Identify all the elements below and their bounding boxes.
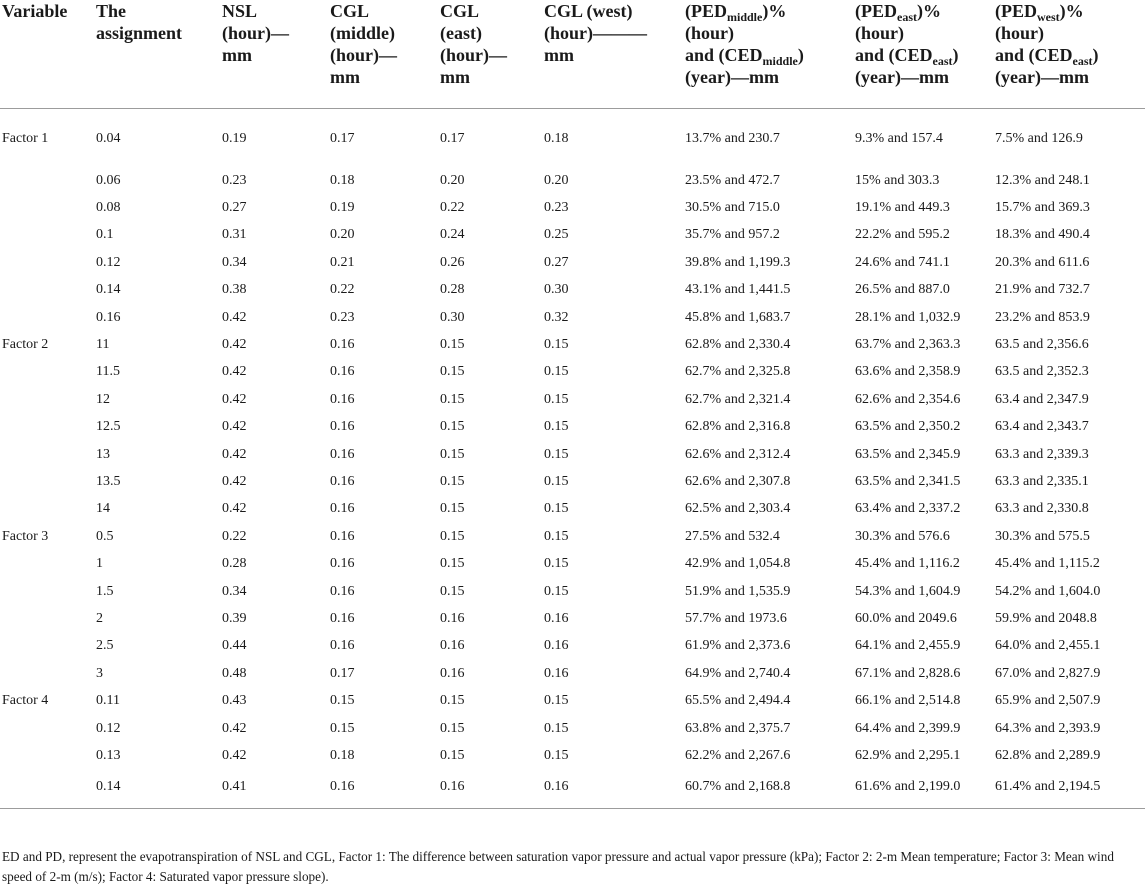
table-cell: 62.2% and 2,267.6 <box>685 747 791 763</box>
table-cell <box>0 715 96 742</box>
table-cell: 62.6% and 2,312.4 <box>685 446 791 462</box>
table-cell: 0.15 <box>544 693 569 709</box>
table-cell: 0.15 <box>330 720 355 736</box>
table-cell: 0.42 <box>222 309 247 325</box>
table-cell: 63.4% and 2,337.2 <box>855 501 961 517</box>
table-cell: 13.7% and 230.7 <box>685 131 780 146</box>
table-cell: 0.16 <box>330 337 355 353</box>
table-cell: 20.3% and 611.6 <box>995 254 1090 270</box>
table-cell: 0.27 <box>544 254 569 270</box>
table-cell: 24.6% and 741.1 <box>855 254 950 270</box>
header-text-part: ) (year)—mm <box>995 45 1099 87</box>
table-cell: 62.6% and 2,354.6 <box>855 391 961 407</box>
table-cell: 0.24 <box>440 227 465 243</box>
table-cell: 0.39 <box>222 610 247 626</box>
table-cell: 0.15 <box>544 391 569 407</box>
table-cell: 39.8% and 1,199.3 <box>685 254 791 270</box>
table-cell: 2 <box>96 610 103 626</box>
table-cell <box>0 660 96 687</box>
table-cell: 13 <box>96 446 110 462</box>
table-cell: 0.16 <box>544 770 685 809</box>
table-cell: 61.6% and 2,199.0 <box>855 770 995 809</box>
table-row <box>0 633 1145 660</box>
header-ped-middle-text <box>685 0 855 88</box>
table-cell: 42.9% and 1,054.8 <box>685 556 791 572</box>
table-cell: 0.13 <box>96 747 121 763</box>
table-cell: Factor 1 <box>2 131 49 146</box>
header-cgl-west <box>544 0 685 109</box>
header-subscript: east <box>1072 54 1093 68</box>
table-cell: 1.5 <box>96 583 114 599</box>
table-cell: 67.0% and 2,827.9 <box>995 665 1101 681</box>
table-cell: 63.7% and 2,363.3 <box>855 337 961 353</box>
table-row <box>0 249 1145 276</box>
table-row <box>0 687 1145 714</box>
table-cell <box>0 441 96 468</box>
table-cell: 0.41 <box>222 770 330 809</box>
table-cell: 63.5 and 2,352.3 <box>995 364 1089 380</box>
header-cgl-middle-text: CGL (middle) (hour)— mm <box>330 1 397 87</box>
table-row <box>0 441 1145 468</box>
header-subscript: middle <box>727 10 763 24</box>
table-cell: 62.8% and 2,289.9 <box>995 747 1101 763</box>
table-row <box>0 605 1145 632</box>
header-subscript: east <box>897 10 917 24</box>
table-cell: 0.20 <box>440 172 465 188</box>
table-cell <box>0 359 96 386</box>
table-cell: 23.5% and 472.7 <box>685 172 780 188</box>
table-row <box>0 109 1145 168</box>
table-row <box>0 550 1145 577</box>
table-cell: 0.21 <box>330 254 355 270</box>
table-cell: 63.3 and 2,335.1 <box>995 473 1089 489</box>
table-cell: 0.18 <box>544 131 569 146</box>
table-cell: 66.1% and 2,514.8 <box>855 693 961 709</box>
table-cell: 0.16 <box>330 446 355 462</box>
table-cell: 0.42 <box>222 419 247 435</box>
table-cell: 45.4% and 1,115.2 <box>995 556 1100 572</box>
table-cell: 60.7% and 2,168.8 <box>685 770 855 809</box>
table-cell: 0.15 <box>440 720 465 736</box>
table-row <box>0 742 1145 769</box>
header-cgl-east-text: CGL (east) (hour)— mm <box>440 1 507 87</box>
header-nsl <box>222 0 330 109</box>
header-text-part: ) (year)—mm <box>685 45 804 87</box>
table-cell: 64.9% and 2,740.4 <box>685 665 791 681</box>
table-cell: 9.3% and 157.4 <box>855 131 943 146</box>
table-footnote: ED and PD, represent the evapotranspiration of NSL and CGL, Factor 1: The difference between saturation vapor pressure and actual vapor pressure (kPa); Factor 2: 2-m Mean temperature; Factor 3: Mean wind speed of 2-m (m/s); Factor 4: Saturated vapor pressure slope). <box>2 849 1114 884</box>
table-cell: 0.42 <box>222 473 247 489</box>
table-cell: 0.15 <box>544 747 569 763</box>
table-cell: 0.15 <box>440 337 465 353</box>
table-cell: 7.5% and 126.9 <box>995 131 1083 146</box>
table-cell: 0.12 <box>96 720 121 736</box>
table-cell <box>0 194 96 221</box>
table-cell: 0.14 <box>96 282 121 298</box>
table-cell: 28.1% and 1,032.9 <box>855 309 961 325</box>
table-cell: 0.15 <box>330 693 355 709</box>
table-row <box>0 386 1145 413</box>
table-cell <box>0 550 96 577</box>
table-cell: 0.15 <box>440 583 465 599</box>
table-cell: 0.28 <box>222 556 247 572</box>
table-cell: 0.15 <box>544 501 569 517</box>
header-cgl-middle <box>330 0 440 109</box>
table-cell: 0.15 <box>440 364 465 380</box>
table-cell: 0.31 <box>222 227 247 243</box>
header-variable-text: Variable <box>2 1 68 21</box>
table-cell: 62.7% and 2,325.8 <box>685 364 791 380</box>
table-cell: 0.30 <box>544 282 569 298</box>
table-cell: 0.17 <box>330 131 355 146</box>
table-cell: 30.3% and 576.6 <box>855 528 950 544</box>
table-cell: 0.18 <box>330 172 355 188</box>
table-cell: 63.8% and 2,375.7 <box>685 720 791 736</box>
table-cell: 0.30 <box>440 309 465 325</box>
table-cell: 0.42 <box>222 446 247 462</box>
table-cell: 57.7% and 1973.6 <box>685 610 787 626</box>
table-cell: 0.15 <box>440 391 465 407</box>
header-text-part: )% (hour) and (CED <box>855 1 941 65</box>
table-cell: 11 <box>96 337 110 353</box>
table-cell: 0.15 <box>440 556 465 572</box>
header-subscript: east <box>932 54 953 68</box>
table-row <box>0 496 1145 523</box>
table-cell <box>0 633 96 660</box>
table-cell: 64.4% and 2,399.9 <box>855 720 961 736</box>
table-cell: 1 <box>96 556 103 572</box>
table-cell: 0.15 <box>544 446 569 462</box>
header-text-part: )% (hour) and (CED <box>995 1 1084 65</box>
table-cell: 0.15 <box>544 364 569 380</box>
table-cell: 62.8% and 2,330.4 <box>685 337 791 353</box>
header-ped-middle <box>685 0 855 109</box>
table-cell: 0.16 <box>96 309 121 325</box>
header-variable <box>0 0 96 109</box>
table-cell: 63.3 and 2,339.3 <box>995 446 1089 462</box>
table-cell: 0.16 <box>330 528 355 544</box>
table-cell <box>0 414 96 441</box>
table-cell: 22.2% and 595.2 <box>855 227 950 243</box>
table-cell <box>0 277 96 304</box>
table-cell: 0.06 <box>96 172 121 188</box>
table-cell: 23.2% and 853.9 <box>995 309 1090 325</box>
table-cell: 0.08 <box>96 200 121 216</box>
table-cell: 0.28 <box>440 282 465 298</box>
table-cell: 0.15 <box>440 473 465 489</box>
table-cell: 0.15 <box>440 446 465 462</box>
table-cell: 12.5 <box>96 419 121 435</box>
table-cell: 63.5% and 2,350.2 <box>855 419 961 435</box>
table-cell: 0.16 <box>330 364 355 380</box>
table-cell: 62.6% and 2,307.8 <box>685 473 791 489</box>
header-assignment <box>96 0 222 109</box>
table-cell: 0.16 <box>330 556 355 572</box>
header-assignment-text: The assignment <box>96 1 183 43</box>
table-cell: 15.7% and 369.3 <box>995 200 1090 216</box>
table-cell: 0.15 <box>544 337 569 353</box>
table-cell: 62.7% and 2,321.4 <box>685 391 791 407</box>
table-cell: 62.8% and 2,316.8 <box>685 419 791 435</box>
table-cell: 0.15 <box>440 501 465 517</box>
table-cell: 0.1 <box>96 227 114 243</box>
table-cell: Factor 3 <box>2 528 49 544</box>
table-row <box>0 468 1145 495</box>
table-cell: 0.48 <box>222 665 247 681</box>
table-cell: 45.4% and 1,116.2 <box>855 556 960 572</box>
table-cell: 63.6% and 2,358.9 <box>855 364 961 380</box>
table-row <box>0 414 1145 441</box>
table-cell: 0.27 <box>222 200 247 216</box>
table-row <box>0 770 1145 809</box>
table-cell: 62.9% and 2,295.1 <box>855 747 961 763</box>
header-ped-east <box>855 0 995 109</box>
table-cell: 30.3% and 575.5 <box>995 528 1090 544</box>
table-cell: 0.16 <box>330 770 440 809</box>
table-cell: 0.16 <box>330 501 355 517</box>
table-cell: 0.5 <box>96 528 114 544</box>
table-row <box>0 578 1145 605</box>
table-cell: 0.16 <box>330 610 355 626</box>
table-cell: 0.16 <box>440 610 465 626</box>
table-cell: 0.15 <box>544 583 569 599</box>
table-cell: 0.34 <box>222 254 247 270</box>
table-cell: 67.1% and 2,828.6 <box>855 665 961 681</box>
table-cell: 0.16 <box>544 665 569 681</box>
table-cell <box>0 386 96 413</box>
table-cell <box>0 222 96 249</box>
table-cell: 0.16 <box>544 638 569 654</box>
table-cell: 0.12 <box>96 254 121 270</box>
header-text-part: (PED <box>855 1 897 21</box>
table-cell: 13.5 <box>96 473 121 489</box>
table-cell: 63.5 and 2,356.6 <box>995 337 1089 353</box>
table-cell: 26.5% and 887.0 <box>855 282 950 298</box>
header-text-part: )% (hour) and (CED <box>685 1 787 65</box>
table-cell <box>0 468 96 495</box>
table-cell: 0.17 <box>330 665 355 681</box>
table-cell: 0.17 <box>440 131 465 146</box>
table-cell: 0.22 <box>222 528 247 544</box>
table-cell: 18.3% and 490.4 <box>995 227 1090 243</box>
table-cell <box>0 249 96 276</box>
table-cell: 63.4 and 2,347.9 <box>995 391 1089 407</box>
table-cell: 0.32 <box>544 309 569 325</box>
table-cell: 0.25 <box>544 227 569 243</box>
header-ped-west-text <box>995 0 1145 88</box>
table-cell: 0.16 <box>440 638 465 654</box>
table-cell: 0.18 <box>330 747 355 763</box>
table-cell: 0.20 <box>544 172 569 188</box>
table-row <box>0 660 1145 687</box>
table-cell: 21.9% and 732.7 <box>995 282 1090 298</box>
table-cell: 0.20 <box>330 227 355 243</box>
header-cgl-west-text: CGL (west) (hour)——— mm <box>544 1 647 65</box>
table-cell: 0.23 <box>330 309 355 325</box>
table-cell <box>0 770 96 809</box>
table-cell: 0.15 <box>544 720 569 736</box>
header-subscript: west <box>1037 10 1060 24</box>
table-header-row <box>0 0 1145 109</box>
table-cell: 14 <box>96 501 110 517</box>
table-body <box>0 109 1145 809</box>
header-text-part: (PED <box>995 1 1037 21</box>
table-row <box>0 715 1145 742</box>
table-cell: 54.2% and 1,604.0 <box>995 583 1101 599</box>
table-cell: 0.15 <box>440 419 465 435</box>
table-row <box>0 194 1145 221</box>
table-cell: 63.3 and 2,330.8 <box>995 501 1089 517</box>
table-cell: 0.22 <box>440 200 465 216</box>
table-cell: 65.9% and 2,507.9 <box>995 693 1101 709</box>
table-cell: 0.15 <box>544 473 569 489</box>
table-cell: 0.43 <box>222 693 247 709</box>
header-nsl-text: NSL (hour)— mm <box>222 1 289 65</box>
table-cell: 15% and 303.3 <box>855 172 940 188</box>
table-row <box>0 167 1145 194</box>
table-cell: 60.0% and 2049.6 <box>855 610 957 626</box>
table-cell: 64.3% and 2,393.9 <box>995 720 1101 736</box>
table-cell: 61.9% and 2,373.6 <box>685 638 791 654</box>
table-cell: 0.16 <box>440 665 465 681</box>
table-cell: 3 <box>96 665 103 681</box>
table-cell: 0.11 <box>96 693 120 709</box>
table-cell: 0.19 <box>330 200 355 216</box>
table-cell: 0.42 <box>222 501 247 517</box>
table-cell: 12 <box>96 391 110 407</box>
table-cell: 0.34 <box>222 583 247 599</box>
header-subscript: middle <box>762 54 798 68</box>
table-cell: 0.42 <box>222 391 247 407</box>
table-cell: Factor 2 <box>2 337 49 353</box>
table-cell: 65.5% and 2,494.4 <box>685 693 791 709</box>
table-cell: 0.15 <box>440 747 465 763</box>
table-cell: 0.16 <box>330 391 355 407</box>
table-cell: 43.1% and 1,441.5 <box>685 282 791 298</box>
table-cell: 0.44 <box>222 638 247 654</box>
table-cell: 64.0% and 2,455.1 <box>995 638 1101 654</box>
table-cell <box>0 578 96 605</box>
header-ped-east-text <box>855 0 995 88</box>
table-cell: 0.16 <box>544 610 569 626</box>
table-row <box>0 523 1145 550</box>
table-cell: 0.42 <box>222 747 247 763</box>
table-cell: 61.4% and 2,194.5 <box>995 770 1145 809</box>
table-row <box>0 277 1145 304</box>
table-cell: 64.1% and 2,455.9 <box>855 638 961 654</box>
table-cell <box>0 304 96 331</box>
table-cell: 12.3% and 248.1 <box>995 172 1090 188</box>
table-cell <box>0 605 96 632</box>
table-cell: 0.15 <box>440 693 465 709</box>
table-cell: 62.5% and 2,303.4 <box>685 501 791 517</box>
table-cell: 0.15 <box>440 528 465 544</box>
table-cell: 35.7% and 957.2 <box>685 227 780 243</box>
table-cell: 0.04 <box>96 131 121 146</box>
table-cell: 0.14 <box>96 770 222 809</box>
table-cell: 0.42 <box>222 364 247 380</box>
table-cell: 59.9% and 2048.8 <box>995 610 1097 626</box>
table-cell <box>0 167 96 194</box>
table-cell: 0.42 <box>222 337 247 353</box>
header-ped-west <box>995 0 1145 109</box>
table-cell: 51.9% and 1,535.9 <box>685 583 791 599</box>
table-cell: 19.1% and 449.3 <box>855 200 950 216</box>
table-cell: 0.23 <box>544 200 569 216</box>
table-cell: 0.15 <box>544 556 569 572</box>
header-text-part: ) (year)—mm <box>855 45 959 87</box>
table-cell: 0.42 <box>222 720 247 736</box>
table-cell: 30.5% and 715.0 <box>685 200 780 216</box>
table-cell: 0.16 <box>330 583 355 599</box>
table-cell: 63.4 and 2,343.7 <box>995 419 1089 435</box>
table-cell: 54.3% and 1,604.9 <box>855 583 961 599</box>
table-cell: 11.5 <box>96 364 120 380</box>
table-cell: 0.15 <box>544 528 569 544</box>
table-cell: 0.16 <box>330 473 355 489</box>
table-cell: 0.22 <box>330 282 355 298</box>
table-row <box>0 359 1145 386</box>
table-cell: 0.16 <box>330 419 355 435</box>
table-cell <box>0 742 96 769</box>
table-cell: 63.5% and 2,341.5 <box>855 473 961 489</box>
table-cell: 0.16 <box>330 638 355 654</box>
table-row <box>0 331 1145 358</box>
table-cell: 0.38 <box>222 282 247 298</box>
table-cell <box>0 496 96 523</box>
table-cell: 0.15 <box>544 419 569 435</box>
table-cell: 63.5% and 2,345.9 <box>855 446 961 462</box>
header-cgl-east <box>440 0 544 109</box>
header-text-part: (PED <box>685 1 727 21</box>
table-cell: 0.16 <box>440 770 544 809</box>
table-cell: 0.23 <box>222 172 247 188</box>
table-cell: 27.5% and 532.4 <box>685 528 780 544</box>
table-row <box>0 304 1145 331</box>
table-cell: Factor 4 <box>2 693 49 709</box>
table-cell: 0.19 <box>222 131 247 146</box>
table-cell: 45.8% and 1,683.7 <box>685 309 791 325</box>
table-cell: 2.5 <box>96 638 114 654</box>
table-cell: 0.26 <box>440 254 465 270</box>
table-row <box>0 222 1145 249</box>
